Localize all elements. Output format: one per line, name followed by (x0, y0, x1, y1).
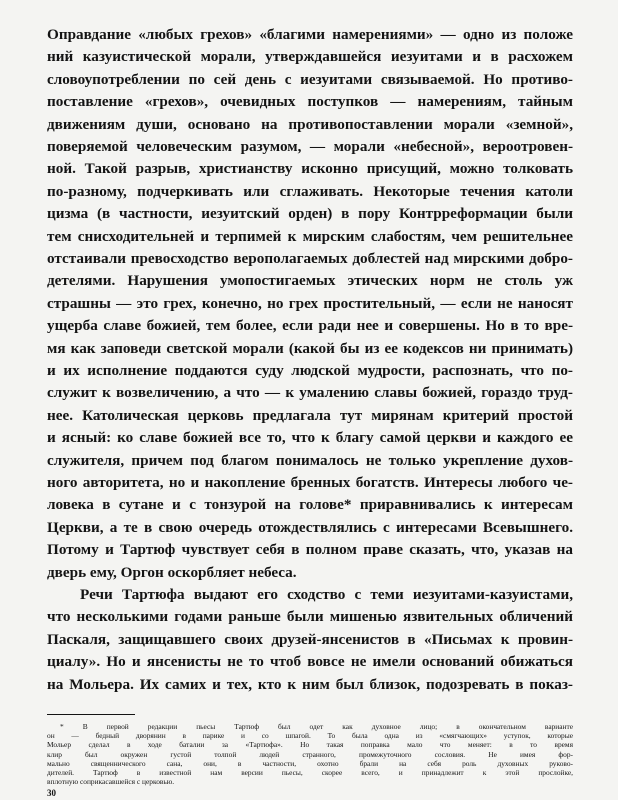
body-text-line: и ясный: ко славе божией все то, что к благу самой церкви и каждого ее (47, 429, 573, 447)
body-text-line: цизма (в частности, иезуитский орден) в пору Контрреформации были (47, 205, 573, 223)
body-text-line: Паскаля, защищавшего своих друзей-янсенистов в «Письмах к провин- (47, 630, 573, 648)
body-text-line: поверяемой человеческим разумом, — морали «небесной», вероотровен- (47, 138, 573, 155)
body-text-line: Речи Тартюфа выдают его сходство с теми иезуитами-казуистами, (80, 586, 573, 603)
body-text-line: Оправдание «любых грехов» «благими намерениями» — одно из положе (47, 26, 573, 43)
body-text-line: ний казуистической морали, утверждавшейся иезуитами и в расхожем (47, 48, 573, 66)
body-text-line: ной. Такой разрыв, христианству исконно присущий, можно толковать (47, 160, 573, 178)
body-text-line: детелями. Нарушения умопостигаемых этических норм не столь уж (47, 272, 573, 290)
footnote-line: вплотную соприкасавшейся с церковью. (47, 777, 175, 787)
footnote-line: он — бедный дворянин в парике и со шпагой. То была одна из «смягчающих» уступок, которые (47, 731, 573, 741)
footnote-line: мально священнического сана, они, в частности, охотно брали на себя роль духовных руково- (47, 758, 573, 768)
body-text-line: Церкви, а те в свою очередь отождествлялись с интересами Всевышнего. (47, 518, 573, 536)
body-text-line: движениям души, основано на противопоставлении морали «земной», (47, 115, 573, 133)
footnote-line: клир был окружен густой толпой людей странного, промежуточного сословия. Не имея фор- (47, 749, 573, 759)
footnote-line: дителей. Тартюф в известной нам версии пьесы, скорее всего, и принадлежит к этой прослойке, (47, 768, 573, 777)
body-text-line: страшны — это грех, конечно, но грех простительный, — если не наносят (47, 294, 573, 312)
body-text-line: поставление «грехов», очевидных поступков — намерениям, тайным (47, 93, 573, 111)
body-text-line: нее. Католическая церковь предлагала тут мирянам критерий простой (47, 406, 573, 424)
body-text-line: циалу». Но и янсенисты не то чтоб вовсе не имели оснований обижаться (47, 653, 573, 671)
body-text-line: ущерба славе божией, тем более, если ради нее и совершены. Но в то вре- (47, 317, 573, 335)
body-text-line: тем снисходительней и терпимей к мирским слабостям, чем решительнее (47, 227, 573, 245)
footnote-line: Мольер сделал в ходе баталии за «Тартюфа». Но такая поправка мало что меняет: в то время (47, 740, 573, 750)
body-text-line: по-разному, подчеркивать или сглаживать. Некоторые течения католи (47, 182, 573, 200)
footnote-line: * В первой редакции пьесы Тартюф был одет как духовное лицо; в окончательном варианте (60, 722, 573, 731)
footnote-separator (47, 714, 135, 715)
body-text-line: на Мольера. Их самих и тех, кто к ним был близок, подозревать в показ- (47, 675, 573, 693)
page-number: 30 (47, 788, 56, 798)
body-text-line: Потому и Тартюф чувствует себя в полном праве сказать, что, указав на (47, 541, 573, 559)
body-text-line: словоупотреблении по сей день с иезуитами связываемой. Но противо- (47, 70, 573, 88)
body-text-line: и их исполнение поддаются суду людской мудрости, распознать, что по- (47, 362, 573, 379)
body-text-line: ловека в сутане и с тонзурой на голове* приравнивались к интересам (47, 496, 573, 514)
body-text-line: отстаивали превосходство верополагаемых доблестей над мирскими добро- (47, 250, 573, 267)
body-text-line: ного авторитета, но и накопление бренных богатств. Интересы любого че- (47, 474, 573, 491)
body-text-line: что несколькими годами раньше были мишенью язвительных обличений (47, 608, 573, 626)
body-text-line: дверь ему, Оргон оскорбляет небеса. (47, 563, 297, 581)
body-text-line: служит к возвеличению, а что — к умалению славы божией, гораздо труд- (47, 384, 573, 402)
body-text-line: служителя, причем под благом понималось не только укрепление духов- (47, 451, 573, 469)
body-text-line: мя как заповеди светской морали (какой бы из ее кодексов ни принимать) (47, 339, 573, 357)
